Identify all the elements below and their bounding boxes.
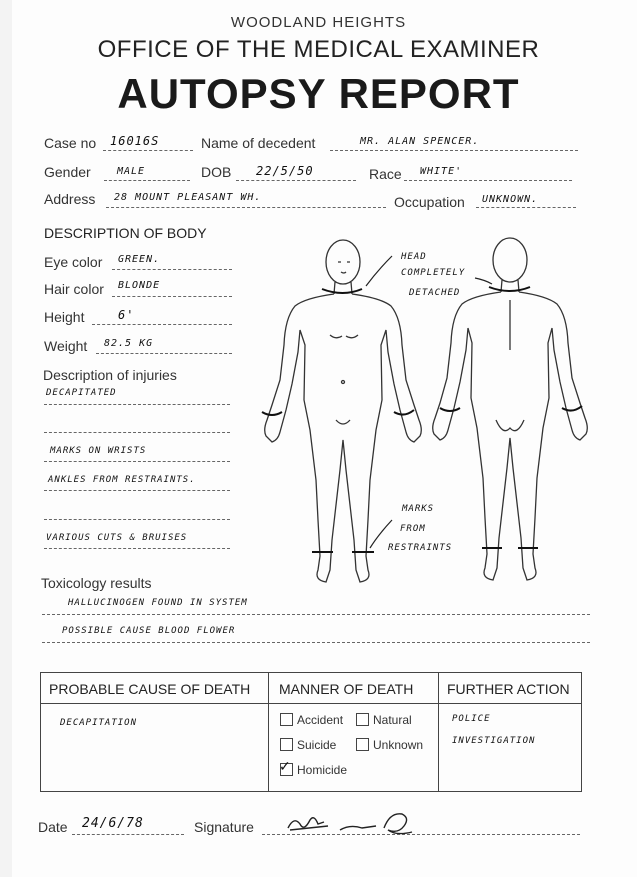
decedent-value[interactable]: MR. ALAN SPENCER. xyxy=(360,136,480,147)
occupation-label: Occupation xyxy=(394,194,465,210)
suicide-label: Suicide xyxy=(297,738,337,752)
unknown-label: Unknown xyxy=(373,738,424,752)
accident-label: Accident xyxy=(297,713,344,727)
gender-value[interactable]: MALE xyxy=(117,166,146,177)
further-action-line-1[interactable]: POLICE xyxy=(452,714,491,724)
height-value[interactable]: 6' xyxy=(118,308,135,322)
race-value[interactable]: WHITE' xyxy=(420,166,463,177)
front-restraint-marks xyxy=(262,289,414,552)
unknown-checkbox[interactable] xyxy=(356,738,369,751)
gender-label: Gender xyxy=(44,164,91,180)
toxicology-line-2[interactable]: POSSIBLE CAUSE BLOOD FLOWER xyxy=(62,626,236,636)
suicide-checkbox[interactable] xyxy=(280,738,293,751)
body-front-figure xyxy=(265,240,422,582)
date-value[interactable]: 24/6/78 xyxy=(82,816,144,831)
report-title: AUTOPSY REPORT xyxy=(117,70,520,117)
toxicology-line-1[interactable]: HALLUCINOGEN FOUND IN SYSTEM xyxy=(68,598,248,608)
injury-line-6[interactable]: VARIOUS CUTS & BRUISES xyxy=(46,533,188,543)
description-heading: DESCRIPTION OF BODY xyxy=(44,225,207,241)
note-restraints-3: RESTRAINTS xyxy=(388,543,453,553)
race-label: Race xyxy=(369,166,402,182)
address-label: Address xyxy=(44,191,96,207)
toxicology-label: Toxicology results xyxy=(41,575,152,591)
injury-line-3[interactable]: MARKS ON WRISTS xyxy=(50,446,147,456)
note-head-3: DETACHED xyxy=(409,288,461,298)
case-no-value[interactable]: 16016S xyxy=(110,134,160,148)
injuries-label: Description of injuries xyxy=(43,367,177,383)
eye-color-value[interactable]: GREEN. xyxy=(118,254,161,265)
homicide-check-mark: ✓ xyxy=(279,758,291,774)
further-action-heading: FURTHER ACTION xyxy=(447,681,570,697)
injury-line-4[interactable]: ANKLES FROM RESTRAINTS. xyxy=(48,475,196,485)
dob-value[interactable]: 22/5/50 xyxy=(256,164,314,178)
dob-label: DOB xyxy=(201,164,232,180)
occupation-value[interactable]: UNKNOWN. xyxy=(482,194,539,205)
institution-name: WOODLAND HEIGHTS xyxy=(230,14,407,31)
signature-scribble[interactable] xyxy=(280,806,420,840)
accident-checkbox[interactable] xyxy=(280,713,293,726)
hair-color-value[interactable]: BLONDE xyxy=(118,280,161,291)
natural-label: Natural xyxy=(373,713,412,727)
case-no-label: Case no xyxy=(44,135,97,151)
back-restraint-marks xyxy=(440,287,582,548)
homicide-label: Homicide xyxy=(297,763,348,777)
probable-cause-heading: PROBABLE CAUSE OF DEATH xyxy=(49,681,251,697)
note-head-1: HEAD xyxy=(401,252,427,262)
note-restraints-1: MARKS xyxy=(402,504,435,514)
hair-color-label: Hair color xyxy=(44,281,104,297)
height-label: Height xyxy=(44,309,85,325)
further-action-line-2[interactable]: INVESTIGATION xyxy=(452,736,536,746)
office-title: OFFICE OF THE MEDICAL EXAMINER xyxy=(97,36,540,63)
date-label: Date xyxy=(38,819,68,835)
note-restraints-2: FROM xyxy=(400,524,426,534)
address-value[interactable]: 28 MOUNT PLEASANT WH. xyxy=(114,192,262,203)
weight-label: Weight xyxy=(44,338,88,354)
note-head-2: COMPLETELY xyxy=(401,268,466,278)
decedent-label: Name of decedent xyxy=(201,135,316,151)
signature-label: Signature xyxy=(194,819,254,835)
injury-line-1[interactable]: DECAPITATED xyxy=(46,388,117,398)
manner-heading: MANNER OF DEATH xyxy=(279,681,414,697)
weight-value[interactable]: 82.5 KG xyxy=(104,338,154,349)
natural-checkbox[interactable] xyxy=(356,713,369,726)
probable-cause-value[interactable]: DECAPITATION xyxy=(60,718,138,728)
eye-color-label: Eye color xyxy=(44,254,103,270)
